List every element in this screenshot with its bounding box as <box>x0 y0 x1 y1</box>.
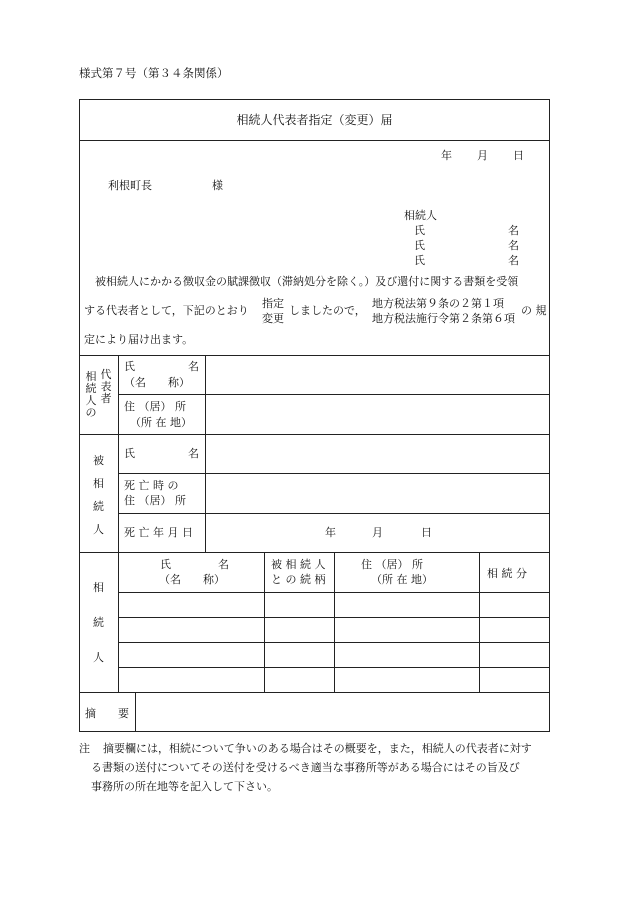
col-name-sub: （名 称） <box>159 573 225 586</box>
title-divider <box>79 140 550 141</box>
addressee-name: 利根町長 <box>108 179 152 192</box>
note-marker: 注 <box>79 742 90 755</box>
body-line-1: 被相続人にかかる徴収金の賦課徴収（滞納処分を除く。）及び還付に関する書類を受領 <box>95 275 519 288</box>
heirs-section-char: 相 <box>93 581 104 594</box>
heir-row[interactable] <box>119 593 550 617</box>
col-address-header-2: （所 在 地） <box>371 573 433 586</box>
deceased-name-label: 名 <box>188 447 199 460</box>
death-date-label: 死 亡 年 月 日 <box>124 526 193 539</box>
note-line-1: 摘要欄には，相続について争いのある場合はその概要を，また，相続人の代表者に対す <box>103 742 532 755</box>
death-address-label-2: 住 （居） 所 <box>124 494 186 507</box>
heir-name-label: 名 <box>508 254 519 267</box>
heir-row[interactable] <box>119 643 550 667</box>
date-day: 日 <box>513 149 524 162</box>
death-date-day: 日 <box>421 526 432 539</box>
deceased-name-field[interactable] <box>206 435 550 473</box>
note-line-3: 事務所の所在地等を記入して下さい。 <box>91 780 278 793</box>
col-name-header: 氏 <box>160 558 171 571</box>
law-reference-1: 地方税法第９条の２第１項 <box>372 297 504 310</box>
form-title: 相続人代表者指定（変更）届 <box>236 113 393 127</box>
heir-name-label: 氏 <box>414 254 425 267</box>
addressee-honorific: 様 <box>212 179 223 192</box>
deceased-section-char: 続 <box>93 500 104 513</box>
law-reference-2: 地方税法施行令第２条第６項 <box>372 312 515 325</box>
rep-address-sub: （所 在 地） <box>130 416 192 429</box>
deceased-name-label: 氏 <box>124 447 135 460</box>
heirs-label: 相続人 <box>404 209 437 222</box>
col-address-header-1: 住 （居） 所 <box>361 558 423 571</box>
form-number: 様式第７号（第３４条関係） <box>79 66 229 80</box>
body-line-3: 定により届け出ます。 <box>84 333 194 346</box>
deceased-section-char: 被 <box>93 454 104 467</box>
heirs-section-char: 人 <box>93 651 104 664</box>
death-address-field[interactable] <box>206 474 550 513</box>
representative-section-label: 代表者 <box>100 368 112 405</box>
rep-name-label: 名 <box>188 360 199 373</box>
choice-designate: 指定 <box>262 297 284 310</box>
remarks-label: 摘 要 <box>85 707 129 720</box>
body-line-2-pre: する代表者として，下記のとおり <box>84 304 249 317</box>
death-address-label-1: 死 亡 時 の <box>124 479 179 492</box>
death-date-year: 年 <box>325 526 336 539</box>
heir-name-label: 名 <box>508 239 519 252</box>
rep-name-sub: （名 称） <box>124 376 190 389</box>
col-relation-header-2: と の 続 柄 <box>271 573 326 586</box>
death-date-month: 月 <box>372 526 383 539</box>
body-line-2-mid: しましたので， <box>289 304 366 317</box>
col-name-header: 名 <box>218 558 229 571</box>
deceased-section-char: 相 <box>93 477 104 490</box>
heir-name-label: 氏 <box>414 239 425 252</box>
rep-name-field[interactable] <box>206 356 550 394</box>
col-relation-header-1: 被 相 続 人 <box>271 558 326 571</box>
rep-address-field[interactable] <box>206 395 550 434</box>
heir-name-label: 名 <box>508 224 519 237</box>
deceased-section-char: 人 <box>93 523 104 536</box>
note-line-2: る書類の送付についてその送付を受けるべき適当な事務所等がある場合にはその旨及び <box>91 761 520 774</box>
representative-section-sublabel: 相続人の <box>85 370 97 419</box>
heirs-section-char: 続 <box>93 616 104 629</box>
heir-name-label: 氏 <box>414 224 425 237</box>
col-share-header: 相 続 分 <box>487 567 527 580</box>
date-year: 年 <box>441 149 452 162</box>
heir-row[interactable] <box>119 668 550 692</box>
choice-change: 変更 <box>262 312 284 325</box>
rep-address-label: 住 （居） 所 <box>124 400 186 413</box>
heir-row[interactable] <box>119 618 550 642</box>
date-month: 月 <box>477 149 488 162</box>
body-line-2-post: の 規 <box>521 304 547 317</box>
remarks-field[interactable] <box>136 693 550 732</box>
rep-name-label: 氏 <box>124 360 135 373</box>
